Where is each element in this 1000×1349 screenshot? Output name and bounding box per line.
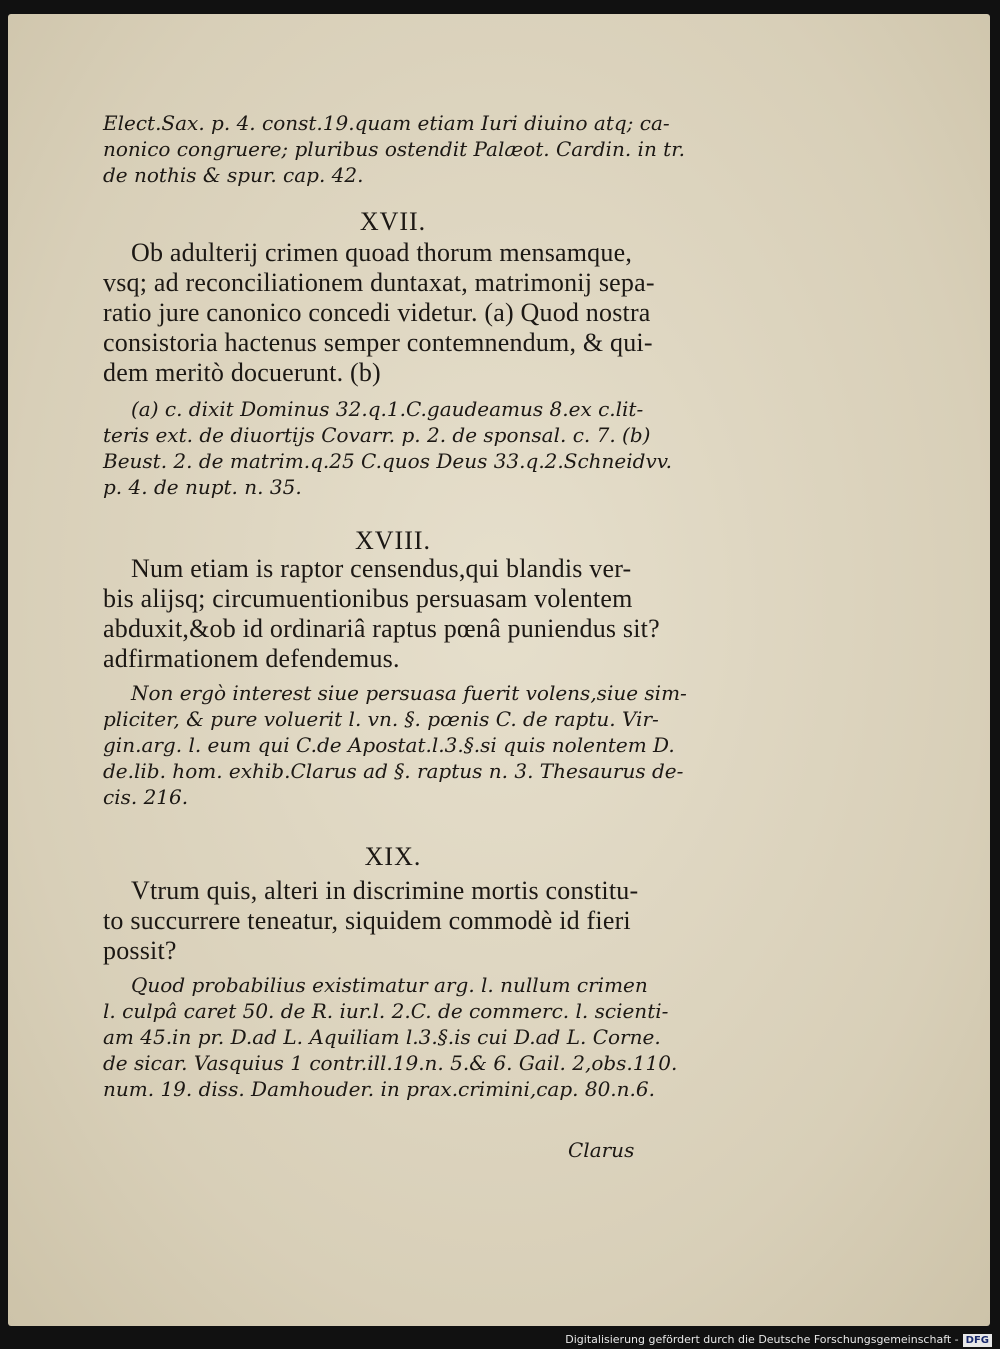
note-line: Non ergò interest siue persuasa fuerit volens,siue sim- [131, 681, 687, 705]
section-heading-17: XVII. [359, 207, 427, 236]
note-line: teris ext. de diuortijs Covarr. p. 2. de sponsal. c. 7. (b) [103, 423, 651, 447]
section-heading-18: XVIII. [354, 526, 432, 555]
note-line: nonico congruere; pluribus ostendit Palæot. Cardin. in tr. [103, 137, 685, 161]
text-line: Vtrum quis, alteri in discrimine mortis constitu- [131, 876, 639, 905]
note-line: de nothis & spur. cap. 42. [103, 163, 364, 187]
section-heading-19: XIX. [364, 842, 422, 871]
text-line: bis alijsq; circumuentionibus persuasam volentem [103, 584, 633, 613]
dfg-logo: DFG [963, 1334, 992, 1347]
text-line: to succurrere teneatur, siquidem commodè id fieri [103, 906, 631, 935]
note-line: Beust. 2. de matrim.q.25 C.quos Deus 33.q.2.Schneidvv. [103, 449, 673, 473]
note-line: de.lib. hom. exhib.Clarus ad §. raptus n. 3. Thesaurus de- [103, 759, 684, 783]
note-line: Quod probabilius existimatur arg. l. nullum crimen [131, 973, 648, 997]
section-19-note [103, 972, 683, 1102]
section-17-text [103, 238, 683, 388]
note-line: gin.arg. l. eum qui C.de Apostat.l.3.§.si quis nolentem D. [103, 733, 675, 757]
section-18-text [103, 554, 683, 674]
section-18-note [103, 680, 687, 810]
note-line: cis. 216. [103, 785, 189, 809]
note-line: am 45.in pr. D.ad L. Aquiliam l.3.§.is cui D.ad L. Corne. [103, 1025, 661, 1049]
intro-note [103, 110, 683, 188]
text-line: dem meritò docuerunt. (b) [103, 358, 381, 387]
text-line: abduxit,&ob id ordinariâ raptus pœnâ puniendus sit? [103, 614, 660, 643]
text-line: vsq; ad reconciliationem duntaxat, matrimonij sepa- [103, 268, 655, 297]
text-line: adfirmationem defendemus. [103, 644, 400, 673]
text-line: Ob adulterij crimen quoad thorum mensamque, [131, 238, 633, 267]
text-line: Num etiam is raptor censendus,qui blandis ver- [131, 554, 632, 583]
section-17-note [103, 396, 683, 500]
text-line: ratio jure canonico concedi videtur. (a) Quod nostra [103, 298, 651, 327]
note-line: l. culpâ caret 50. de R. iur.l. 2.C. de commerc. l. scienti- [103, 999, 669, 1023]
note-line: Elect.Sax. p. 4. const.19.quam etiam Iuri diuino atq; ca- [103, 111, 670, 135]
digitization-footer [0, 1330, 992, 1349]
note-line: (a) c. dixit Dominus 32.q.1.C.gaudeamus 8.ex c.lit- [131, 397, 644, 421]
note-line: num. 19. diss. Damhouder. in prax.crimini,cap. 80.n.6. [103, 1077, 655, 1101]
note-line: p. 4. de nupt. n. 35. [103, 475, 302, 499]
footer-text: Digitalisierung gefördert durch die Deutsche Forschungsgemeinschaft - [565, 1333, 959, 1346]
text-line: consistoria hactenus semper contemnendum, & qui- [103, 328, 653, 357]
text-line: possit? [103, 936, 177, 965]
book-page [8, 14, 990, 1326]
note-line: de sicar. Vasquius 1 contr.ill.19.n. 5.& 6. Gail. 2,obs.110. [103, 1051, 678, 1075]
note-line: pliciter, & pure voluerit l. vn. §. pœnis C. de raptu. Vir- [103, 707, 659, 731]
catchword: Clarus [568, 1138, 635, 1162]
section-19-text [103, 876, 683, 966]
